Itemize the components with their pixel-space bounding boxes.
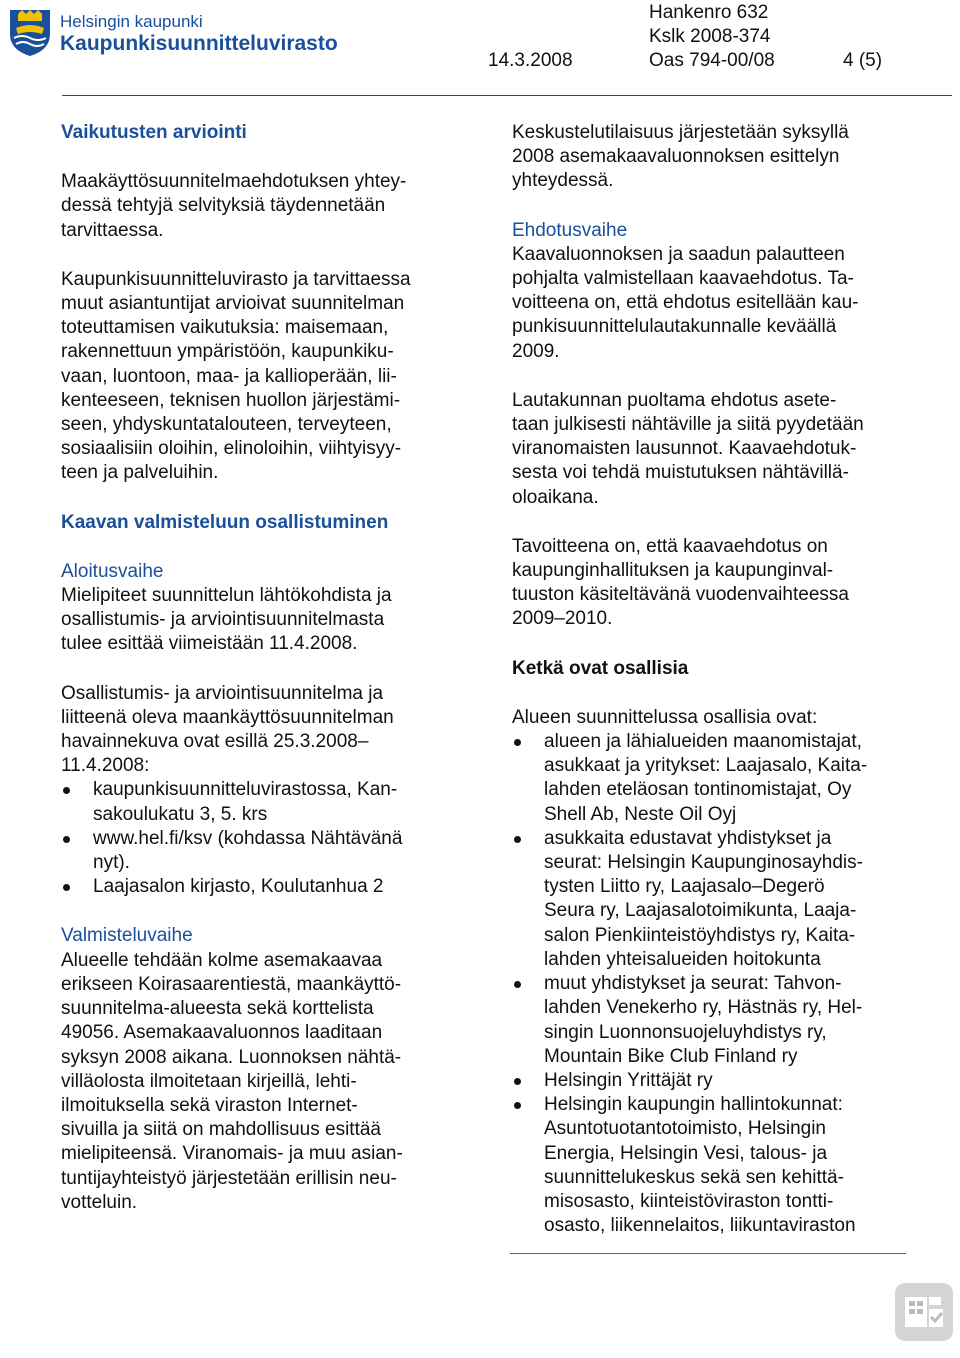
paragraph-mielipiteet: Mielipiteet suunnittelun lähtökohdista ja osallistumis- ja arviointisuunnitelmasta tulee esittää viimeistään 11.4.2008. (61, 585, 392, 655)
list-item: muut yhdistykset ja seurat: Tahvon- lahden Venekerho ry, Hästnäs ry, Hel- singin Luonnonsuojeluyhdistys ry, Mountain Bike Club Finland ry (512, 972, 932, 1069)
paragraph-selvitykset: Maakäyttösuunnitelmaehdotuksen yhtey- dessä tehtyjä selvityksiä täydennetään tarvittaessa. (61, 171, 407, 241)
paragraph-vaikutukset: Kaupunkisuunnitteluvirasto ja tarvittaessa muut asiantuntijat arvioivat suunnitelman toteuttamisen vaikutuksia: maisemaan, rakennettuun ympäristöön, kaupunkiku- vaan, luontoon, maa- ja kallioperään, lii- kenteeseen, teknisen huollon järjestämi- seen, yhdyskuntatalouteen, terveyteen, sosiaalisiin oloihin, elinoloihin, viihtyisyy- teen ja palveluihin. (61, 268, 411, 484)
paragraph-osalliset-intro: Alueen suunnittelussa osallisia ovat: (512, 706, 818, 728)
watermark-logo-icon (895, 1283, 953, 1341)
header-ref-hankenro: Hankenro 632 (649, 2, 769, 23)
header-divider (62, 95, 952, 96)
list-item: asukkaita edustavat yhdistykset ja seurat: Helsingin Kaupunginosayhdis- tysten Liitto ry, Laajasalo–Degerö Seura ry, Laajasalotoimikunta, Laaja- salon Pienkiinteistöyhdistys ry, Kaita- lahden yhteisalueiden hoitokunta (512, 827, 932, 972)
list-item: kaupunkisuunnitteluvirastossa, Kan- sakoulukatu 3, 5. krs (61, 778, 471, 826)
header-ref-kslk: Kslk 2008-374 (649, 26, 771, 47)
heading-aloitusvaihe: Aloitusvaihe (61, 560, 164, 582)
left-column (61, 121, 471, 1215)
list-item: Helsingin Yrittäjät ry (512, 1069, 932, 1093)
paragraph-kaavaehdotus: Kaavaluonnoksen ja saadun palautteen pohjalta valmistellaan kaavaehdotus. Ta- voitteena on, että ehdotus esitellään kau- punkisuunnittelulautakunnalle keväällä 2009. (512, 243, 859, 362)
dept-name: Kaupunkisuunnitteluvirasto (60, 32, 338, 55)
list-item: Laajasalon kirjasto, Koulutanhua 2 (61, 875, 471, 899)
paragraph-valmistelu: Alueelle tehdään kolme asemakaavaa erikseen Koirasaarentiestä, maankäyttö- suunnitelma-alueesta sekä korttelista 49056. Asemakaavaluonnos laaditaan syksyn 2008 aikana. Luonnoksen nähtä- villäolosta ilmoitetaan kirjeillä, lehti- ilmoituksella sekä viraston Internet- sivuilla ja siitä on mahdollisuus esittää mielipiteensä. Viranomais- ja muu asian- tuntijayhteistyö järjestetään erillisin neu- votteluin. (61, 949, 403, 1213)
header-ref-oas: Oas 794-00/08 (649, 50, 775, 71)
helsinki-crest-icon (4, 8, 56, 58)
heading-ehdotusvaihe: Ehdotusvaihe (512, 219, 628, 241)
right-column (512, 121, 932, 1238)
heading-kaavan-valmisteluun: Kaavan valmisteluun osallistuminen (61, 511, 389, 533)
list-item: alueen ja lähialueiden maanomistajat, asukkaat ja yritykset: Laajasalo, Kaita- lahden eteläosan tontinomistajat, Oy Shell Ab, Neste Oil Oyj (512, 730, 932, 827)
list-item: Helsingin kaupungin hallintokunnat: Asuntotuotantotoimisto, Helsingin Energia, Helsingin Vesi, talous- ja suunnittelukeskus sekä sen kehittä- misosasto, kiinteistöviraston tontti- osasto, liikennelaitos, liikuntaviraston (512, 1093, 932, 1238)
paragraph-esilla: Osallistumis- ja arviointisuunnitelma ja liitteenä oleva maankäyttösuunnitelman havainnekuva ovat esillä 25.3.2008– 11.4.2008: (61, 682, 394, 777)
header-date: 14.3.2008 (488, 50, 573, 71)
footer-divider (510, 1253, 906, 1254)
list-item: www.hel.fi/ksv (kohdassa Nähtävänä nyt). (61, 827, 471, 875)
paragraph-lautakunta: Lautakunnan puoltama ehdotus asete- taan julkisesti nähtäville ja siitä pyydetään viranomaisten lausunnot. Kaavaehdotuk- sesta voi tehdä muistutuksen nähtävillä- oloaikana. (512, 389, 864, 508)
header-page-number: 4 (5) (843, 50, 883, 71)
paragraph-keskustelutilaisuus: Keskustelutilaisuus järjestetään syksyllä 2008 asemakaavaluonnoksen esittelyn yhteydessä. (512, 122, 849, 192)
heading-vaikutusten-arviointi: Vaikutusten arviointi (61, 122, 247, 143)
paragraph-tavoitteena: Tavoitteena on, että kaavaehdotus on kaupunginhallituksen ja kaupunginval- tuuston käsiteltävänä vuodenvaihteessa 2009–2010. (512, 535, 849, 630)
org-name: Helsingin kaupunki (60, 12, 203, 31)
heading-ketka-ovat-osallisia: Ketkä ovat osallisia (512, 657, 689, 679)
heading-valmisteluvaihe: Valmisteluvaihe (61, 925, 193, 947)
